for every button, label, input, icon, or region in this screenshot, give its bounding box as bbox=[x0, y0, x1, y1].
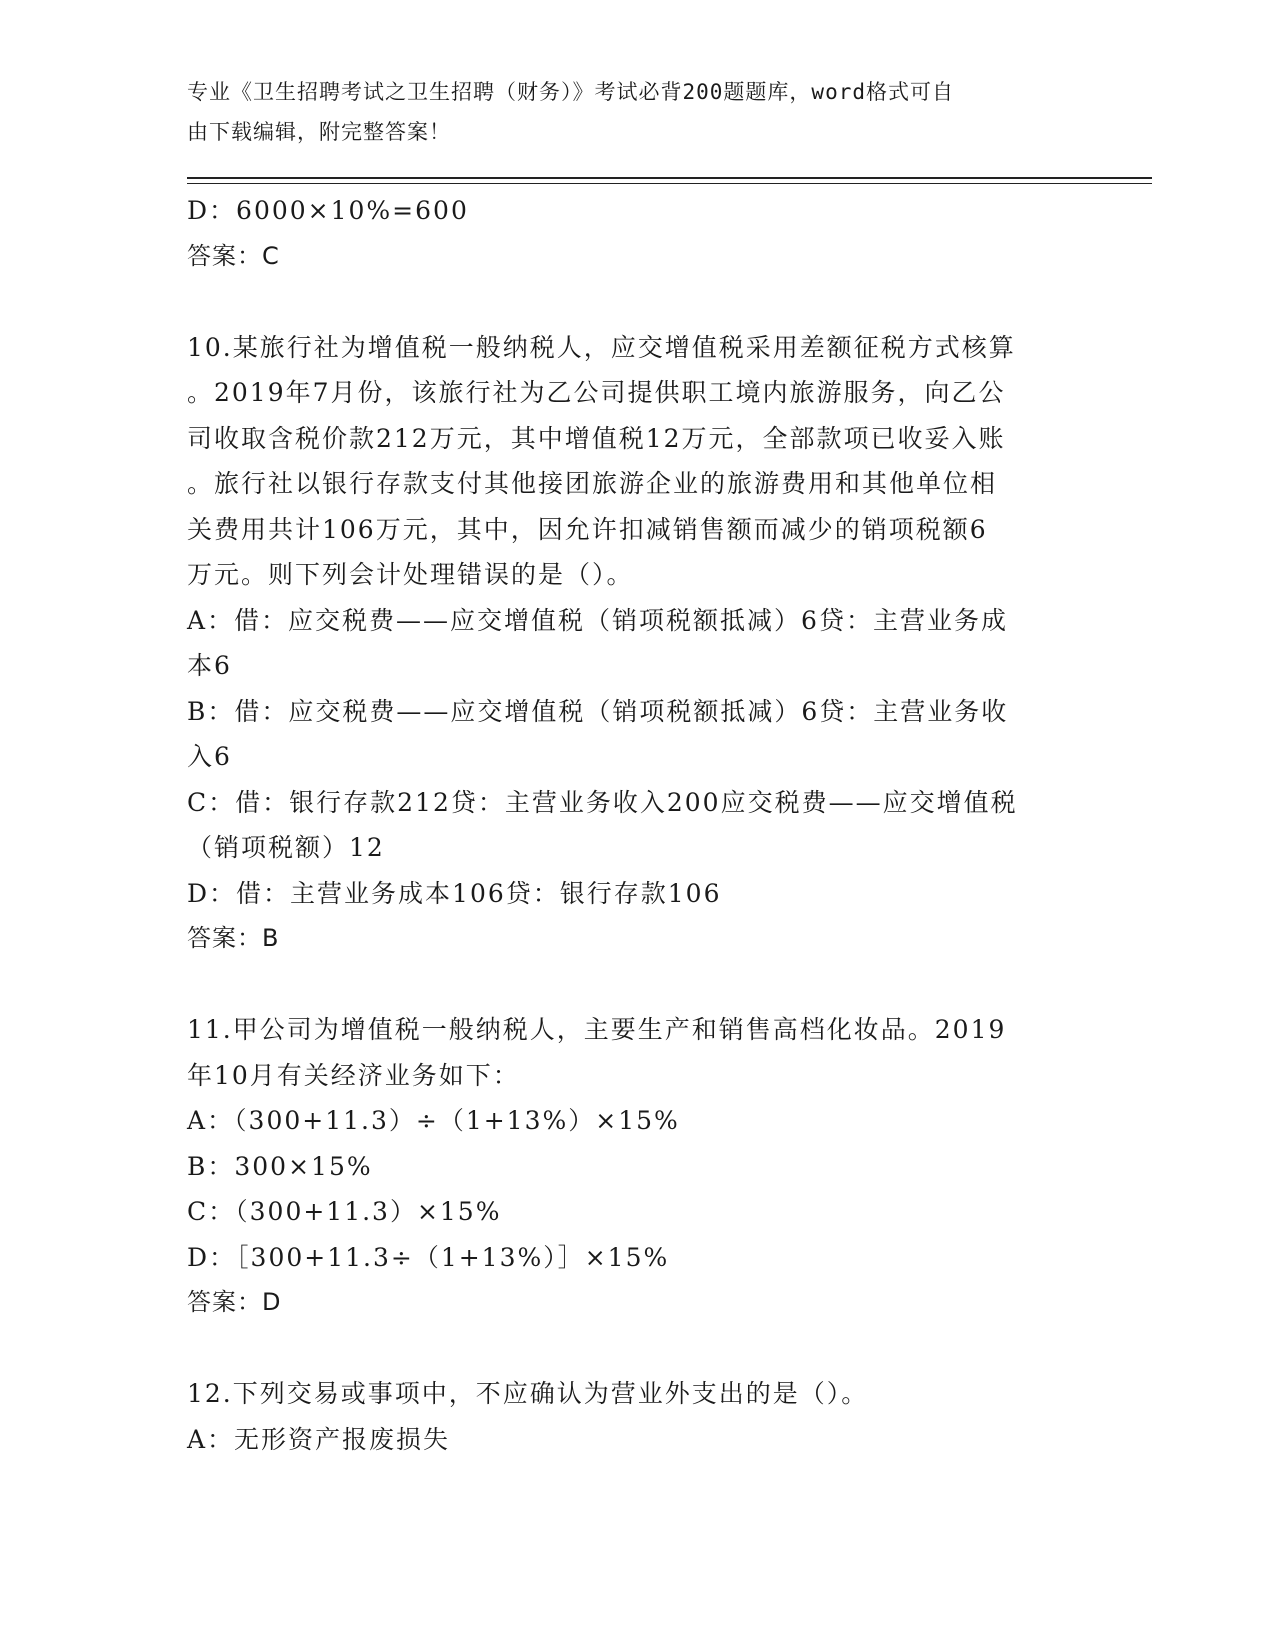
question-10 bbox=[187, 325, 1087, 962]
option-d: D：借：主营业务成本106贷：银行存款106 bbox=[187, 878, 722, 908]
document-header bbox=[187, 72, 1077, 152]
option-d: D：［300+11.3÷（1+13%）］×15% bbox=[187, 1242, 670, 1272]
option-a: A：（300+11.3）÷（1+13%）×15% bbox=[187, 1106, 680, 1135]
option-c: C：借：银行存款212贷：主营业务收入200应交税费——应交增值税 bbox=[187, 787, 1018, 817]
question-11 bbox=[187, 1007, 1087, 1326]
header-line-2: 由下载编辑，附完整答案！ bbox=[187, 120, 451, 144]
header-rule-thick bbox=[187, 177, 1152, 179]
option-d: D：6000×10%=600 bbox=[187, 196, 469, 225]
question-stem-line: 12.下列交易或事项中，不应确认为营业外支出的是（）。 bbox=[187, 1379, 869, 1408]
answer-line: 答案：D bbox=[187, 1288, 282, 1316]
option-c: C：（300+11.3）×15% bbox=[187, 1197, 502, 1226]
option-a: A：借：应交税费——应交增值税（销项税额抵减）6贷：主营业务成 bbox=[187, 605, 1008, 635]
option-b: B：借：应交税费——应交增值税（销项税额抵减）6贷：主营业务收 bbox=[187, 696, 1009, 726]
question-12 bbox=[187, 1371, 1087, 1462]
question-stem-line: 司收取含税价款212万元，其中增值税12万元，全部款项已收妥入账 bbox=[187, 423, 1006, 453]
question-stem-line: 10.某旅行社为增值税一般纳税人，应交增值税采用差额征税方式核算 bbox=[187, 332, 1016, 362]
spacer bbox=[187, 962, 1087, 1008]
option-a-continued: 本6 bbox=[187, 651, 232, 680]
option-c-continued: （销项税额）12 bbox=[187, 833, 385, 862]
question-stem-line: 万元。则下列会计处理错误的是（）。 bbox=[187, 560, 634, 589]
question-stem-line: 。旅行社以银行存款支付其他接团旅游企业的旅游费用和其他单位相 bbox=[187, 469, 998, 498]
question-stem-line: 年10月有关经济业务如下： bbox=[187, 1060, 520, 1090]
answer-line: 答案：B bbox=[187, 924, 280, 952]
header-line-1: 专业《卫生招聘考试之卫生招聘（财务）》考试必背200题题库，word格式可自 bbox=[187, 80, 954, 104]
header-rule-thin bbox=[187, 183, 1152, 184]
question-stem-line: 11.甲公司为增值税一般纳税人，主要生产和销售高档化妆品。2019 bbox=[187, 1015, 1007, 1044]
previous-question-tail bbox=[187, 188, 1087, 279]
question-stem-line: 。2019年7月份，该旅行社为乙公司提供职工境内旅游服务，向乙公 bbox=[187, 378, 1006, 407]
option-a: A：无形资产报废损失 bbox=[187, 1424, 451, 1454]
spacer bbox=[187, 1326, 1087, 1372]
question-stem-line: 关费用共计106万元，其中，因允许扣减销售额而减少的销项税额6 bbox=[187, 514, 988, 544]
option-b: B：300×15% bbox=[187, 1151, 373, 1181]
answer-line: 答案：C bbox=[187, 241, 280, 270]
document-body bbox=[187, 188, 1087, 1462]
option-b-continued: 入6 bbox=[187, 742, 232, 771]
spacer bbox=[187, 279, 1087, 325]
